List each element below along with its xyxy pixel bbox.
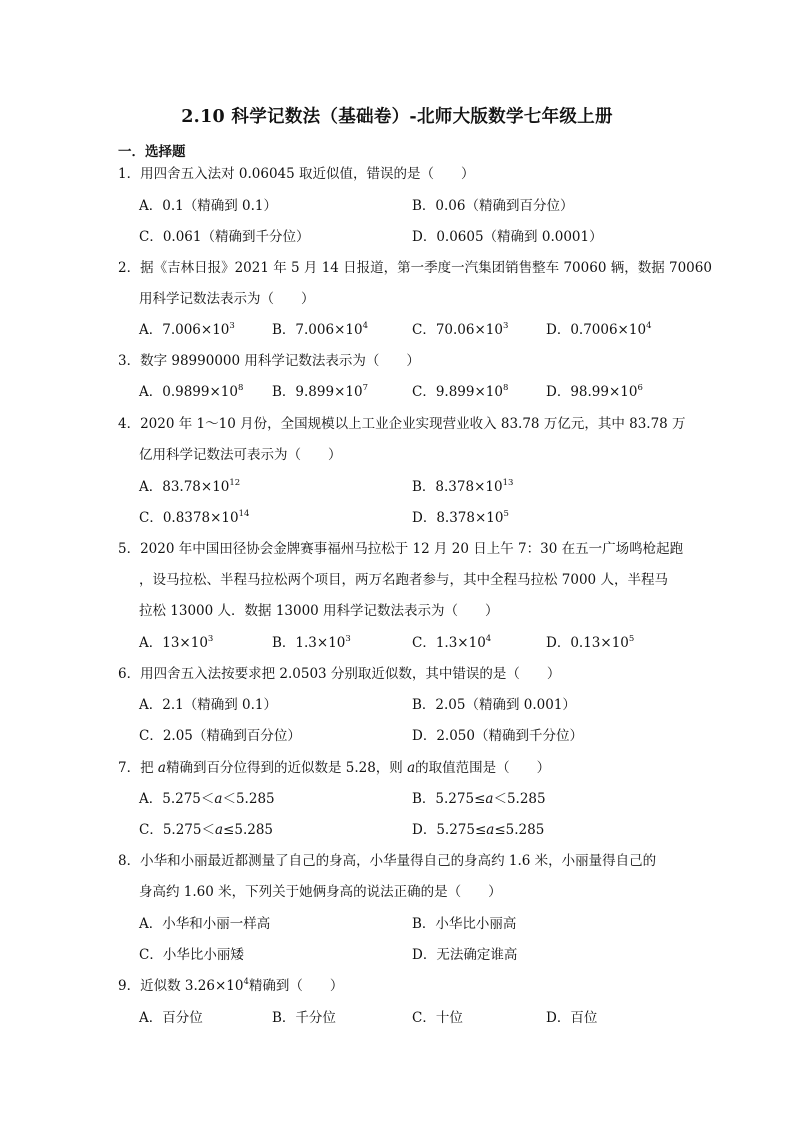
question-2-option-c: C．$70.06\times 10^3$ — [412, 320, 509, 338]
question-2-stem-line-1: 2．据《吉林日报》2021 年 5 月 14 日报道，第一季度一汽集团销售整车 70060 辆，数据 70060 — [118, 260, 712, 276]
question-9-option-b: B．千分位 — [272, 1010, 336, 1026]
question-5-option-d: D．$0.13\times 10^5$ — [546, 633, 635, 651]
question-8-option-b: B．小华比小丽高 — [412, 916, 517, 932]
question-2-option-b: B．$7.006\times 10^4$ — [272, 320, 368, 338]
question-5-option-a: A．$13\times 10^3$ — [139, 633, 214, 651]
question-1-option-b: B．0.06（精确到百分位） — [412, 198, 574, 214]
question-6-stem: 6．用四舍五入法按要求把 2.0503 分别取近似数，其中错误的是（ ） — [118, 666, 561, 682]
question-5-stem-line-1: 5．2020 年中国田径协会金牌赛事福州马拉松于 12 月 20 日上午 7：30 在五一广场鸣枪起跑 — [118, 541, 684, 557]
question-4-option-d: D．$8.378\times 10^5$ — [412, 508, 509, 526]
document-title: 2.10 科学记数法（基础卷）-北师大版数学七年级上册 — [181, 107, 613, 127]
question-6-option-b: B．2.05（精确到 0.001） — [412, 697, 576, 713]
question-9-option-a: A．百分位 — [139, 1010, 203, 1026]
question-5-option-c: C．$1.3\times 10^4$ — [412, 633, 492, 651]
question-9-stem: 9．近似数 $3.26\times 10^4$精确到（ ） — [118, 976, 344, 994]
question-8-option-c: C．小华比小丽矮 — [139, 947, 244, 963]
question-1-option-a: A．0.1（精确到 0.1） — [139, 198, 277, 214]
question-1-option-c: C．0.061（精确到千分位） — [139, 229, 310, 245]
section-heading: 一．选择题 — [118, 144, 186, 160]
question-2-option-d: D．$0.7006\times 10^4$ — [546, 320, 652, 338]
question-6-option-d: D．2.050（精确到千分位） — [412, 728, 583, 744]
question-1-stem: 1．用四舍五入法对 0.06045 取近似值，错误的是（ ） — [118, 166, 475, 182]
question-8-option-d: D．无法确定谁高 — [412, 947, 518, 963]
question-4-stem-line-2: 亿用科学记数法可表示为（ ） — [139, 447, 342, 463]
question-5-stem-line-2: ，设马拉松、半程马拉松两个项目，两万名跑者参与，其中全程马拉松 7000 人，半程马 — [139, 572, 668, 588]
question-7-stem: 7．把 a精确到百分位得到的近似数是 5.28，则 a的取值范围是（ ） — [118, 760, 551, 776]
question-3-stem: 3．数字 98990000 用科学记数法表示为（ ） — [118, 353, 420, 369]
question-7-option-b: B．5.275≤a＜5.285 — [412, 791, 546, 807]
question-4-stem-line-1: 4．2020 年 1～10 月份，全国规模以上工业企业实现营业收入 83.78 万亿元，其中 83.78 万 — [118, 416, 686, 432]
question-5-option-b: B．$1.3\times 10^3$ — [272, 633, 351, 651]
question-7-option-c: C．5.275＜a≤5.285 — [139, 822, 274, 838]
question-6-option-a: A．2.1（精确到 0.1） — [139, 697, 277, 713]
question-5-stem-line-3: 拉松 13000 人．数据 13000 用科学记数法表示为（ ） — [139, 603, 499, 619]
question-7-option-a: A．5.275＜a＜5.285 — [139, 791, 275, 807]
question-8-option-a: A．小华和小丽一样高 — [139, 916, 271, 932]
question-3-option-c: C．$9.899\times 10^8$ — [412, 382, 509, 400]
question-6-option-c: C．2.05（精确到百分位） — [139, 728, 301, 744]
question-9-option-c: C．十位 — [412, 1010, 463, 1026]
question-4-option-c: C．$0.8378\times 10^{14}$ — [139, 508, 250, 526]
question-4-option-b: B．$8.378\times 10^{13}$ — [412, 477, 514, 495]
question-8-stem-line-2: 身高约 1.60 米，下列关于她俩身高的说法正确的是（ ） — [139, 884, 502, 900]
question-7-option-d: D．5.275≤a≤5.285 — [412, 822, 545, 838]
question-9-option-d: D．百位 — [546, 1010, 598, 1026]
question-2-stem-line-2: 用科学记数法表示为（ ） — [139, 291, 315, 307]
question-8-stem-line-1: 8．小华和小丽最近都测量了自己的身高，小华量得自己的身高约 1.6 米，小丽量得自己的 — [118, 853, 657, 869]
question-3-option-d: D．$98.99\times 10^6$ — [546, 382, 643, 400]
question-2-option-a: A．$7.006\times 10^3$ — [139, 320, 235, 338]
question-3-option-b: B．$9.899\times 10^7$ — [272, 382, 368, 400]
question-4-option-a: A．$83.78\times 10^{12}$ — [139, 477, 241, 495]
question-3-option-a: A．$0.9899\times 10^8$ — [139, 382, 244, 400]
question-1-option-d: D．0.0605（精确到 0.0001） — [412, 229, 603, 245]
